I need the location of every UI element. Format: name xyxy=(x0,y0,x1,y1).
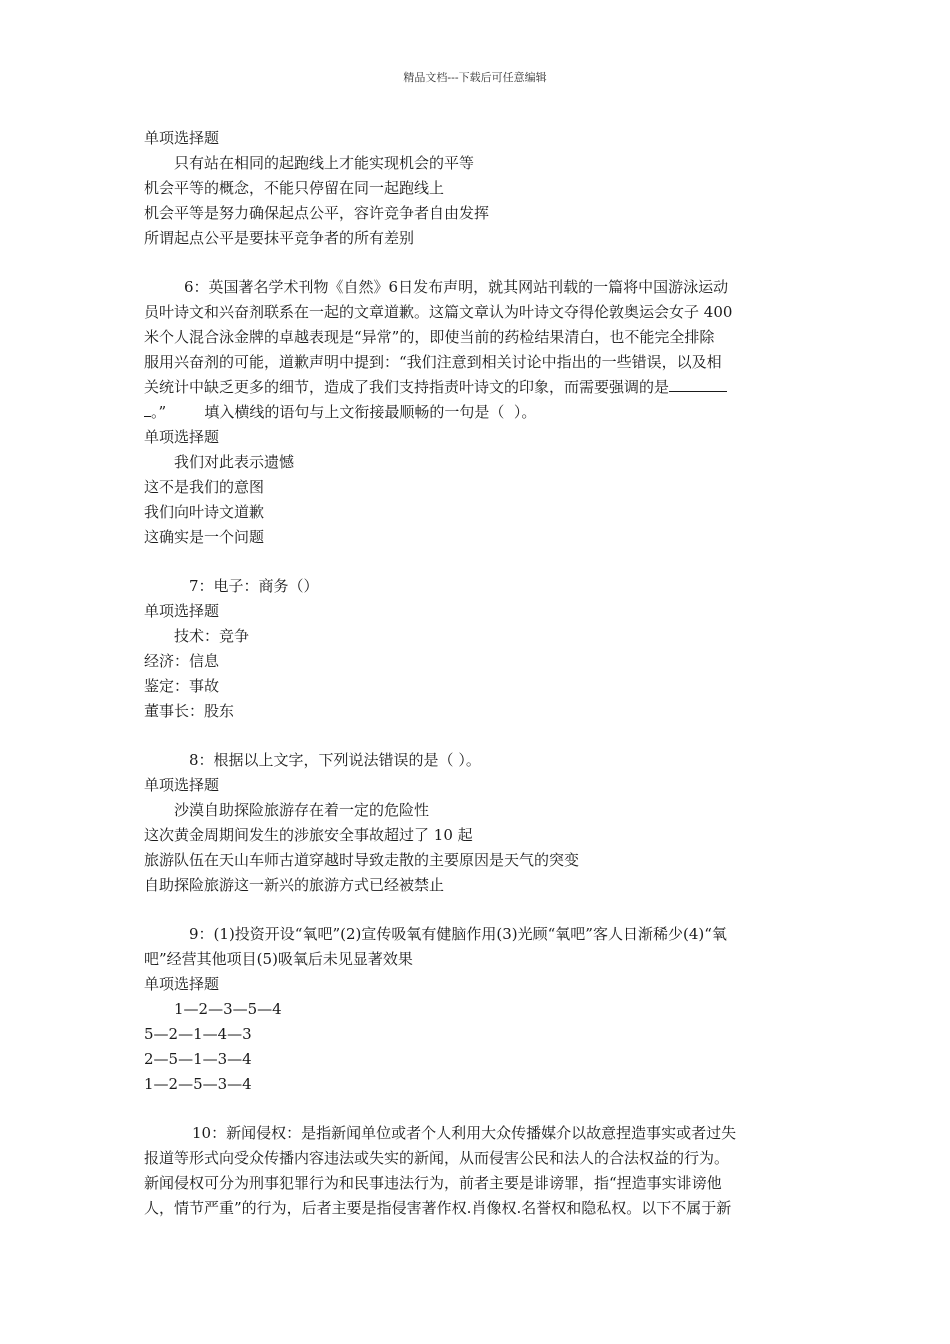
option-d: 自助探险旅游这一新兴的旅游方式已经被禁止 xyxy=(144,876,445,894)
question-7-block xyxy=(144,574,808,724)
question-6-stem-line-5-text: 关统计中缺乏更多的细节，造成了我们支持指责叶诗文的印象，而需要强调的是 xyxy=(144,378,670,396)
spacer xyxy=(144,550,808,574)
question-9-stem-line-2: 吧”经营其他项目(5)吸氧后未见显著效果 xyxy=(144,950,413,968)
spacer xyxy=(144,251,808,275)
option-a: 只有站在相同的起跑线上才能实现机会的平等 xyxy=(174,154,475,172)
option-b: 经济：信息 xyxy=(144,652,220,670)
question-10-stem-line-3: 新闻侵权可分为刑事犯罪行为和民事违法行为，前者主要是诽谤罪，指“捏造事实诽谤他 xyxy=(144,1174,722,1192)
question-type-label: 单项选择题 xyxy=(144,129,220,147)
option-c: 2—5—1—3—4 xyxy=(144,1050,252,1068)
question-6-stem-line-1: 6：英国著名学术刊物《自然》6日发布声明，就其网站刊载的一篇将中国游泳运动 xyxy=(184,278,729,296)
question-type-label: 单项选择题 xyxy=(144,776,220,794)
question-9-block xyxy=(144,922,808,1097)
question-8-block xyxy=(144,748,808,898)
fill-blank xyxy=(669,376,727,392)
page-header: 精品文档---下载后可任意编辑 xyxy=(403,71,547,84)
option-b: 机会平等的概念，不能只停留在同一起跑线上 xyxy=(144,179,445,197)
option-d: 这确实是一个问题 xyxy=(144,528,265,546)
question-6-stem-line-5 xyxy=(144,375,808,400)
question-8-stem: 8：根据以上文字，下列说法错误的是（ ）。 xyxy=(189,751,481,769)
spacer xyxy=(144,724,808,748)
option-c: 鉴定：事故 xyxy=(144,677,220,695)
question-type-label: 单项选择题 xyxy=(144,602,220,620)
question-6-stem-line-3: 米个人混合泳金牌的卓越表现是“异常”的，即使当前的药检结果清白，也不能完全排除 xyxy=(144,328,715,346)
option-d: 1—2—5—3—4 xyxy=(144,1075,252,1093)
option-a: 沙漠自助探险旅游存在着一定的危险性 xyxy=(174,801,430,819)
question-7-stem: 7：电子：商务（） xyxy=(189,577,319,595)
question-6-stem-tail: 。” 填入横线的语句与上文衔接最顺畅的一句是（ ）。 xyxy=(151,403,537,421)
fill-blank-continued xyxy=(144,401,151,417)
option-a: 1—2—3—5—4 xyxy=(174,1000,282,1018)
option-b: 这不是我们的意图 xyxy=(144,478,265,496)
option-d: 所谓起点公平是要抹平竞争者的所有差别 xyxy=(144,229,415,247)
option-c: 我们向叶诗文道歉 xyxy=(144,503,265,521)
option-a: 我们对此表示遗憾 xyxy=(174,453,295,471)
question-type-label: 单项选择题 xyxy=(144,428,220,446)
question-10-stem-line-4: 人，情节严重”的行为，后者主要是指侵害著作权.肖像权.名誉权和隐私权。以下不属于新 xyxy=(144,1199,732,1217)
option-c: 机会平等是努力确保起点公平，容许竞争者自由发挥 xyxy=(144,204,490,222)
question-6-block xyxy=(144,275,808,550)
question-10-block xyxy=(144,1121,808,1221)
spacer xyxy=(144,1097,808,1121)
question-6-stem-line-6 xyxy=(144,400,808,425)
question-9-stem-line-1: 9：(1)投资开设“氧吧”(2)宣传吸氧有健脑作用(3)光顾“氧吧”客人日渐稀少(4)“氧 xyxy=(189,925,727,943)
option-b: 5—2—1—4—3 xyxy=(144,1025,252,1043)
option-a: 技术：竞争 xyxy=(174,627,250,645)
question-type-label: 单项选择题 xyxy=(144,975,220,993)
question-6-stem-line-2: 员叶诗文和兴奋剂联系在一起的文章道歉。这篇文章认为叶诗文夺得伦敦奥运会女子 400 xyxy=(144,303,733,321)
option-b: 这次黄金周期间发生的涉旅安全事故超过了 10 起 xyxy=(144,826,473,844)
question-6-stem-line-4: 服用兴奋剂的可能，道歉声明中提到：“我们注意到相关讨论中指出的一些错误，以及相 xyxy=(144,353,722,371)
document-body xyxy=(144,126,808,1221)
option-c: 旅游队伍在天山车师古道穿越时导致走散的主要原因是天气的突变 xyxy=(144,851,580,869)
question-10-stem-line-1: 10：新闻侵权：是指新闻单位或者个人利用大众传播媒介以故意捏造事实或者过失 xyxy=(192,1124,737,1142)
question-5-block xyxy=(144,126,808,251)
question-10-stem-line-2: 报道等形式向受众传播内容违法或失实的新闻，从而侵害公民和法人的合法权益的行为。 xyxy=(144,1149,730,1167)
option-d: 董事长：股东 xyxy=(144,702,235,720)
spacer xyxy=(144,898,808,922)
